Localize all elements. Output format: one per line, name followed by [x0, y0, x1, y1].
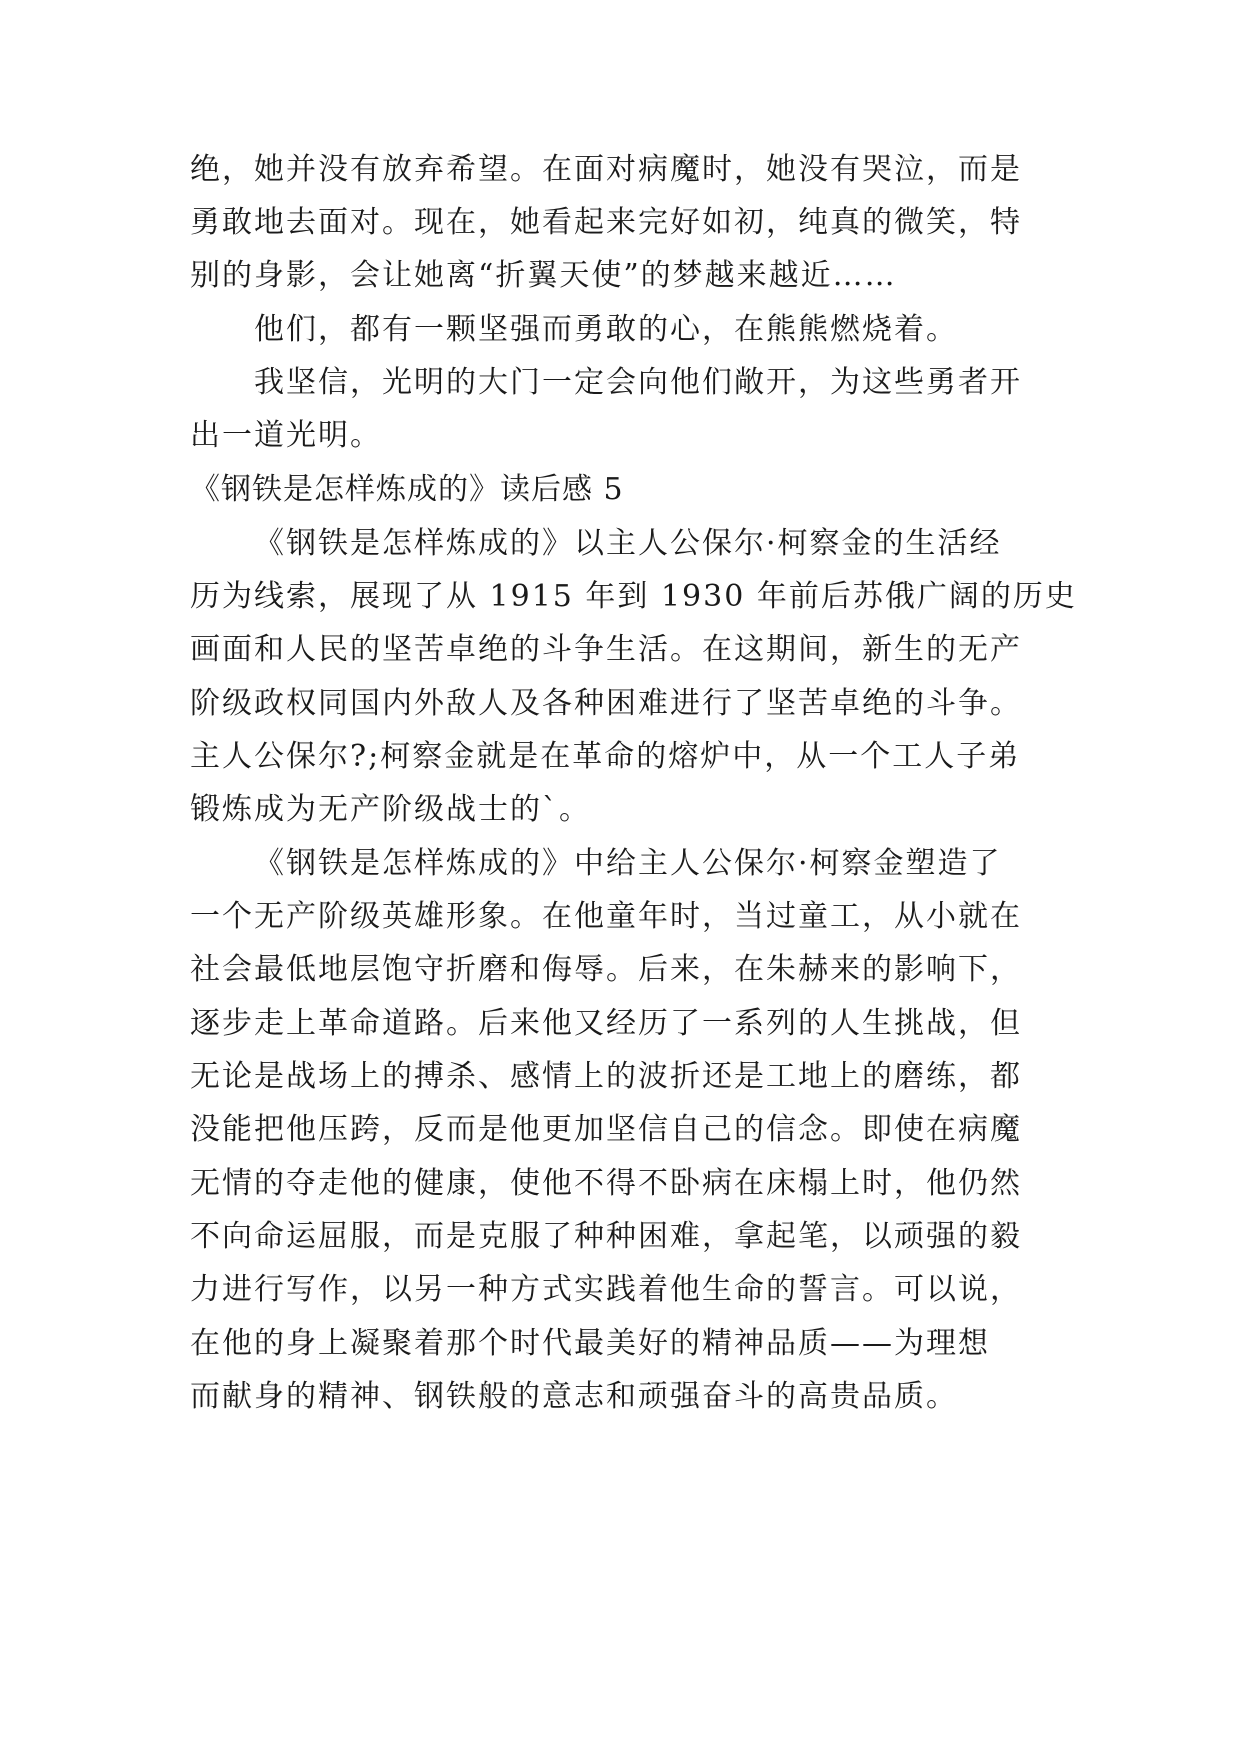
text-line: 我坚信，光明的大门一定会向他们敞开，为这些勇者开: [254, 365, 1022, 400]
section-heading: 《钢铁是怎样炼成的》读后感 5: [190, 472, 624, 507]
text-line: 历为线索，展现了从 1915 年到 1930 年前后苏俄广阔的历史: [190, 579, 1077, 614]
text-line: 无情的夺走他的健康，使他不得不卧病在床榻上时，他仍然: [190, 1166, 1022, 1201]
text-line: 而献身的精神、钢铁般的意志和顽强奋斗的高贵品质。: [190, 1379, 958, 1414]
text-line: 《钢铁是怎样炼成的》中给主人公保尔·柯察金塑造了: [254, 846, 1002, 881]
text-line: 别的身影，会让她离“折翼天使”的梦越来越近……: [190, 258, 897, 293]
text-line: 不向命运屈服，而是克服了种种困难，拿起笔，以顽强的毅: [190, 1219, 1022, 1254]
text-line: 无论是战场上的搏杀、感情上的波折还是工地上的磨练，都: [190, 1059, 1022, 1094]
text-line: 勇敢地去面对。现在，她看起来完好如初，纯真的微笑，特: [190, 205, 1022, 240]
text-line: 他们，都有一颗坚强而勇敢的心，在熊熊燃烧着。: [254, 312, 958, 347]
text-line: 阶级政权同国内外敌人及各种困难进行了坚苦卓绝的斗争。: [190, 686, 1022, 721]
text-line: 绝，她并没有放弃希望。在面对病魔时，她没有哭泣，而是: [190, 152, 1022, 187]
text-line: 在他的身上凝聚着那个时代最美好的精神品质——为理想: [190, 1326, 990, 1361]
text-line: 主人公保尔?;柯察金就是在革命的熔炉中，从一个工人子弟: [190, 739, 1021, 774]
text-line: 画面和人民的坚苦卓绝的斗争生活。在这期间，新生的无产: [190, 632, 1022, 667]
text-line: 锻炼成为无产阶级战士的`。: [190, 792, 591, 827]
text-line: 《钢铁是怎样炼成的》以主人公保尔·柯察金的生活经: [254, 526, 1002, 561]
text-line: 一个无产阶级英雄形象。在他童年时，当过童工，从小就在: [190, 899, 1022, 934]
text-line: 出一道光明。: [190, 418, 382, 453]
text-line: 力进行写作，以另一种方式实践着他生命的誓言。可以说，: [190, 1272, 1022, 1307]
text-line: 逐步走上革命道路。后来他又经历了一系列的人生挑战，但: [190, 1006, 1022, 1041]
text-line: 社会最低地层饱守折磨和侮辱。后来，在朱赫来的影响下，: [190, 952, 1022, 987]
text-line: 没能把他压跨，反而是他更加坚信自己的信念。即使在病魔: [190, 1112, 1022, 1147]
